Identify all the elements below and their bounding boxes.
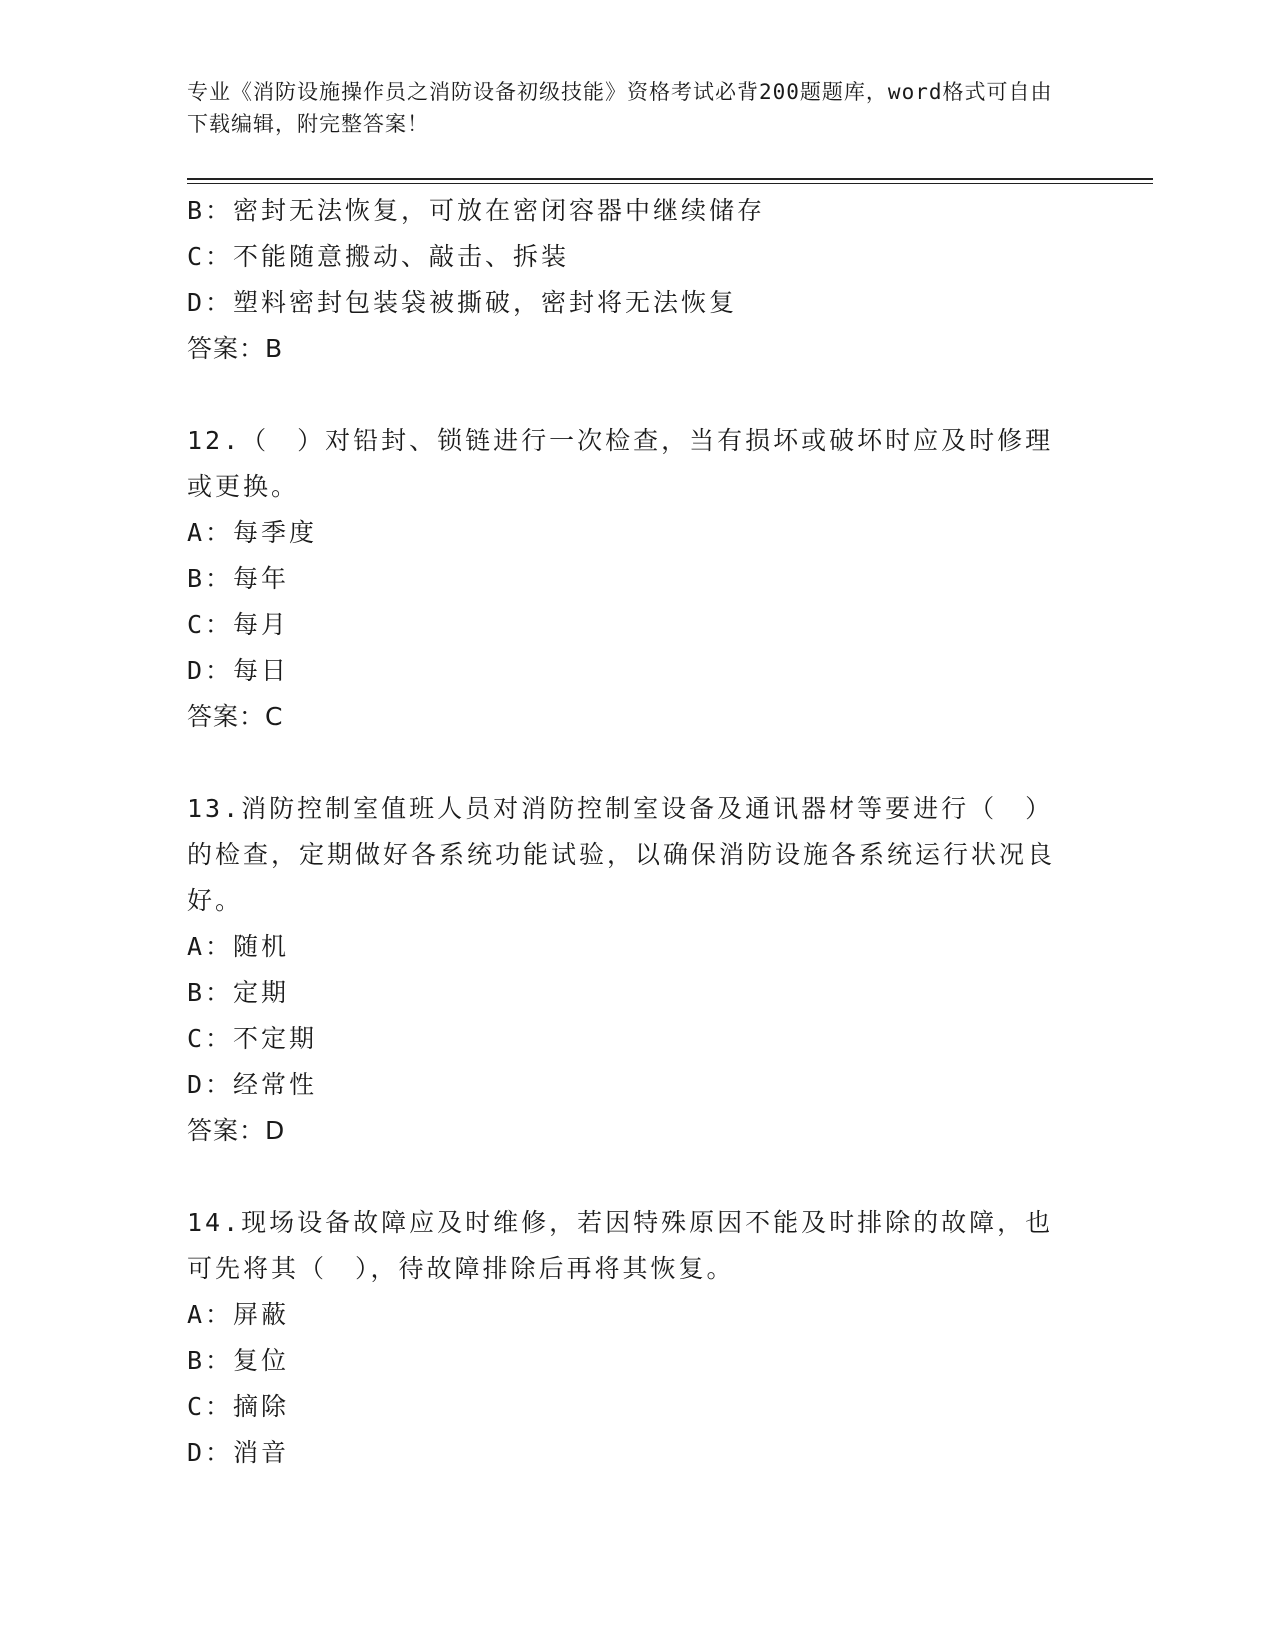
question-text: 12.（ ）对铅封、锁链进行一次检查，当有损坏或破坏时应及时修理或更换。 (187, 426, 1054, 501)
answer: 答案：B (187, 334, 284, 363)
question-text: 14.现场设备故障应及时维修，若因特殊原因不能及时排除的故障，也可先将其（ ），待故障排除后再将其恢复。 (187, 1208, 1054, 1283)
answer: 答案：C (187, 702, 284, 731)
option-d: D：经常性 (187, 1070, 318, 1099)
question-14 (187, 1200, 1087, 1476)
spacer (187, 1154, 1087, 1200)
option-b: B：定期 (187, 978, 290, 1007)
option-c: C：不能随意搬动、敲击、拆装 (187, 242, 570, 271)
question-11-remainder (187, 188, 1087, 372)
spacer (187, 372, 1087, 418)
option-a: A：每季度 (187, 518, 318, 547)
header-rule-thin (187, 183, 1153, 184)
option-d: D：消音 (187, 1438, 290, 1467)
option-d: D：塑料密封包装袋被撕破，密封将无法恢复 (187, 288, 738, 317)
option-b: B：密封无法恢复，可放在密闭容器中继续储存 (187, 196, 766, 225)
option-c: C：不定期 (187, 1024, 318, 1053)
option-d: D：每日 (187, 656, 290, 685)
option-b: B：复位 (187, 1346, 290, 1375)
document-header: 专业《消防设施操作员之消防设备初级技能》资格考试必背200题题库，word格式可自由下载编辑，附完整答案！ (187, 80, 1053, 136)
question-content (187, 188, 1087, 1476)
option-c: C：摘除 (187, 1392, 290, 1421)
question-text: 13.消防控制室值班人员对消防控制室设备及通讯器材等要进行（ ）的检查，定期做好各系统功能试验，以确保消防设施各系统运行状况良好。 (187, 794, 1056, 915)
option-a: A：随机 (187, 932, 290, 961)
option-c: C：每月 (187, 610, 290, 639)
header-rule-thick (187, 178, 1153, 180)
option-a: A：屏蔽 (187, 1300, 290, 1329)
spacer (187, 740, 1087, 786)
question-13 (187, 786, 1087, 1154)
question-12 (187, 418, 1087, 740)
option-b: B：每年 (187, 564, 290, 593)
answer: 答案：D (187, 1116, 286, 1145)
